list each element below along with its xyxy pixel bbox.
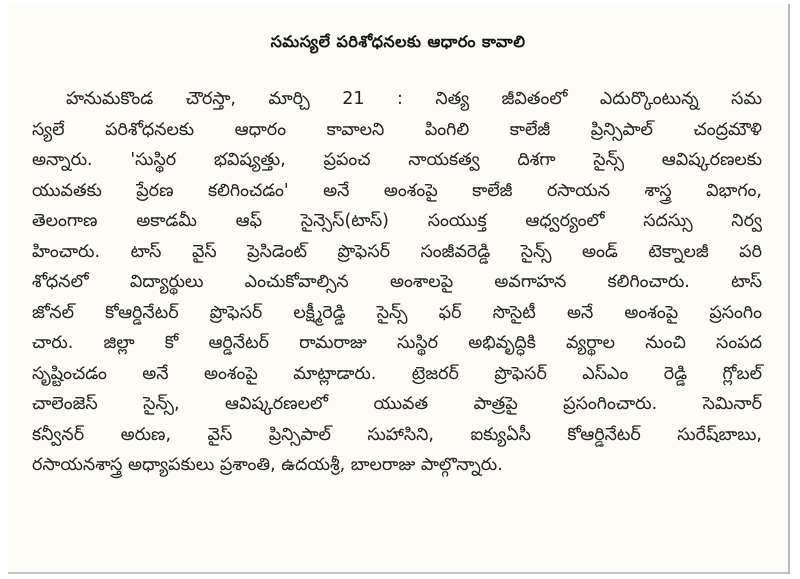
article-headline: సమస్యలే పరిశోధనలకు ఆధారం కావాలి — [270, 32, 526, 51]
article-body — [32, 84, 762, 481]
article-line: హనుమకొండ చౌరస్తా, మార్చి 21 : నిత్య జీవితంలో ఎదుర్కొంటున్న సమ — [66, 89, 762, 109]
article-line: యువతకు ప్రేరణ కలిగించడం' అనే అంశంపై కాలేజీ రసాయన శాస్త్ర విభాగం, — [32, 180, 762, 201]
article-line: స్యలే పరిశోధనలకు ఆధారం కావాలని పింగిలి కాలేజీ ప్రిన్సిపాల్ చంద్రమౌళి — [32, 119, 762, 140]
article-line: హించారు. టాస్ వైస్ ప్రెసిడెంట్ ప్రొఫెసర్ సంజీవరెడ్డి సైన్స్ అండ్ టెక్నాలజీ పరి — [32, 241, 762, 262]
article-line: చాలెంజెస్ సైన్స్, ఆవిష్కరణలలో యువత పాత్రపై ప్రసంగించారు. సెమినార్ — [32, 394, 762, 414]
article-line: అన్నారు. 'సుస్థిర భవిష్యత్తు, ప్రపంచ నాయకత్వ దిశగా సైన్స్ ఆవిష్కరణలకు — [32, 150, 762, 170]
article-line: తెలంగాణ అకాడమీ ఆఫ్ సైన్సెస్(టాస్) సంయుక్త ఆధ్వర్యంలో సదస్సు నిర్వ — [32, 211, 762, 231]
article-line: సృష్టించడం అనే అంశంపై మాట్లాడారు. ట్రెజరర్ ప్రొఫెసర్ ఎస్ఎం రెడ్డి గ్లోబల్ — [32, 363, 762, 384]
article-line: చారు. జిల్లా కో ఆర్డినేటర్ రామరాజు సుస్థిర అభివృద్ధికి వ్యర్థాల నుంచి సంపద — [32, 333, 762, 353]
article-line: శోధనలో విద్యార్థులు ఎంచుకోవాల్సిన అంశాలపై అవగాహన కలిగించారు. టాస్ — [32, 272, 762, 292]
article-line: రసాయనశాస్త్ర అధ్యాపకులు ప్రశాంతి, ఉదయశ్రీ, బాలరాజు పాల్గొన్నారు. — [32, 455, 503, 475]
newspaper-clipping — [8, 4, 790, 574]
article-line: కన్వీనర్ అరుణ, వైస్ ప్రిన్సిపాల్ సుహాసిని, ఐక్యుఏసీ కోఆర్డినేటర్ సురేష్‌బాబు, — [32, 424, 762, 445]
article-line: జోనల్ కోఆర్డినేటర్ ప్రొఫెసర్ లక్ష్మీరెడ్డి సైన్స్ ఫర్ సొసైటీ అనే అంశంపై ప్రసంగిం — [32, 302, 762, 323]
